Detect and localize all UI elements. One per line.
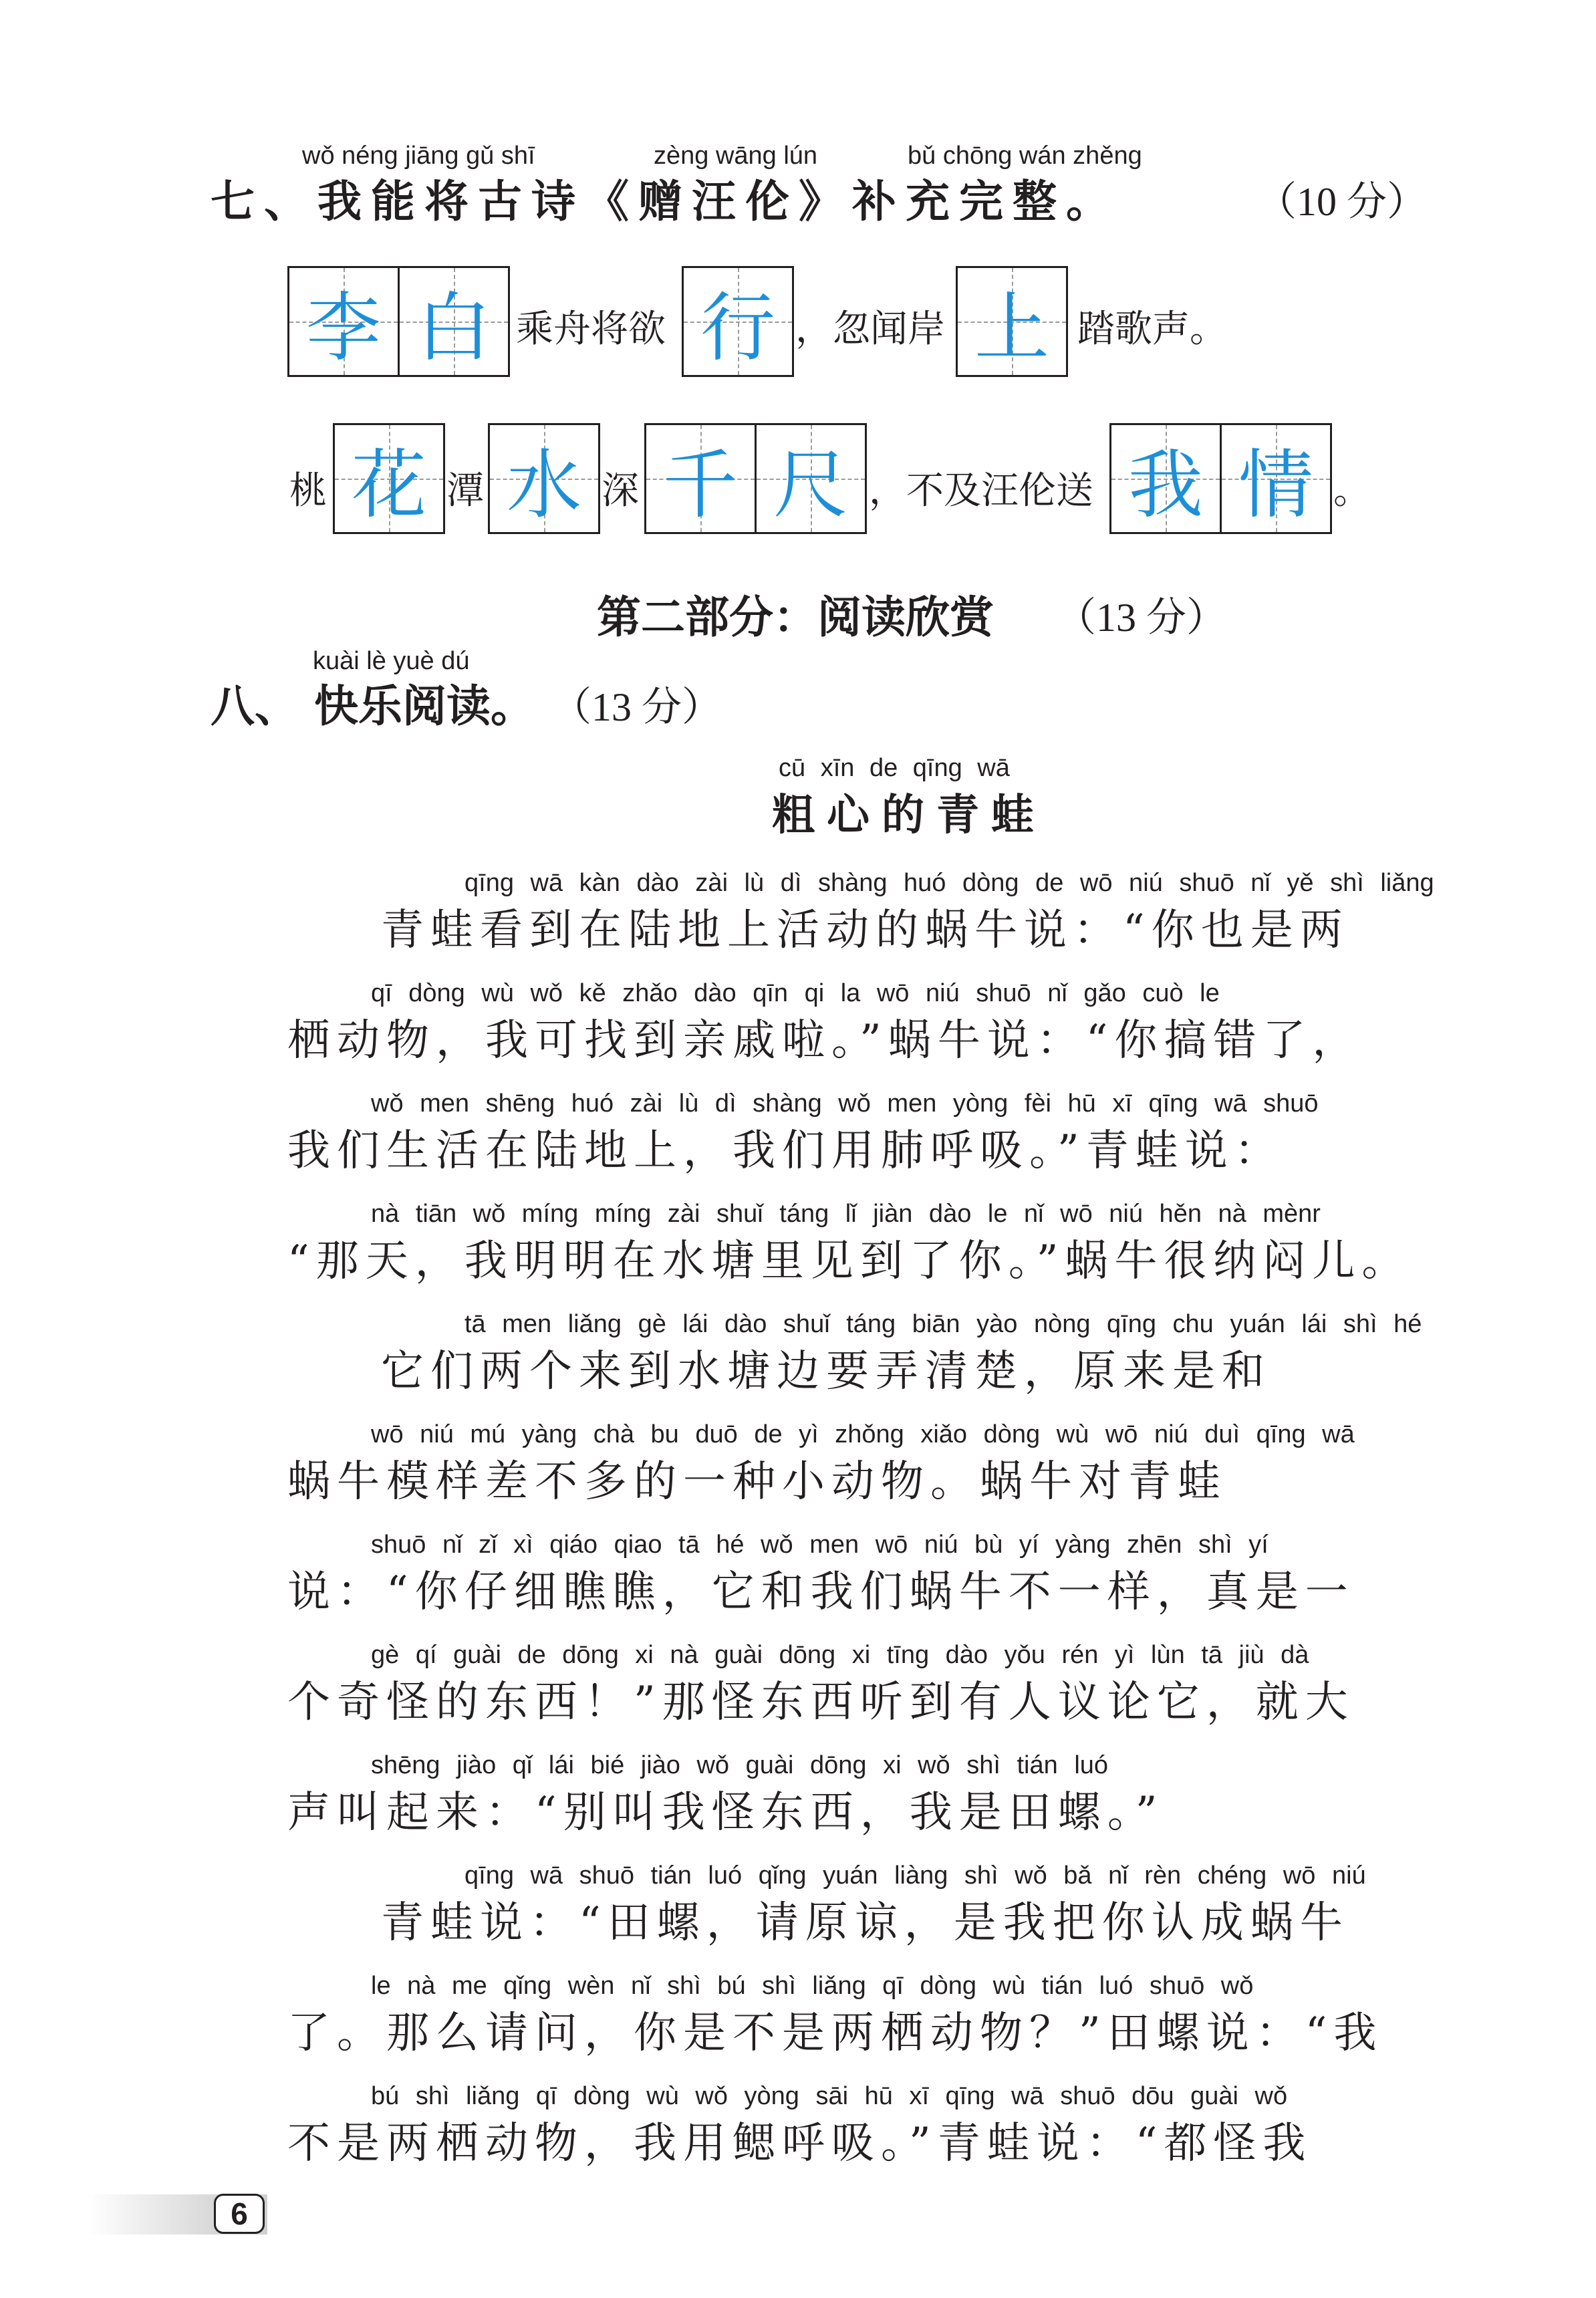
answer-char: 白 [416, 284, 491, 372]
answer-char: 上 [974, 284, 1049, 372]
answer-char: 尺 [773, 441, 848, 529]
poem-text: 潭 [446, 469, 484, 513]
answer-char: 李 [306, 284, 381, 372]
story-text-line: 蜗牛模样差不多的一种小动物。蜗牛对青蛙 [287, 1457, 1227, 1507]
answer-cell[interactable] [1109, 423, 1222, 534]
poem-text: 桃 [289, 469, 327, 513]
story-text-line: 说：“你仔细瞧瞧，它和我们蜗牛不一样，真是一 [287, 1567, 1355, 1617]
answer-char: 我 [1128, 441, 1203, 529]
answer-char: 千 [663, 441, 738, 529]
q7-score: （10 分） [1256, 180, 1427, 224]
answer-cell[interactable] [755, 423, 867, 534]
story-text-line: “那天，我明明在水塘里见到了你。”蜗牛很纳闷儿。 [287, 1237, 1412, 1286]
story-pinyin-line: bú shì liǎng qī dòng wù wǒ yòng sāi hū xī qīng wā shuō dōu guài wǒ [371, 2082, 1288, 2110]
poem-text: 。 [1333, 469, 1371, 513]
story-pinyin-line: nà tiān wǒ míng míng zài shuǐ táng lǐ jiàn dào le nǐ wō niú hěn nà mènr [371, 1200, 1321, 1228]
story-text-line: 了。那么请问，你是不是两栖动物？”田螺说：“我 [287, 2009, 1383, 2058]
answer-cell[interactable] [682, 266, 794, 377]
story-title-pinyin: cū xīn de qīng wā [779, 754, 1010, 782]
q8-score: （13 分） [551, 685, 722, 729]
poem-text: 深 [602, 469, 639, 513]
q8-pinyin: kuài lè yuè dú [313, 647, 470, 675]
story-text-line: 青蛙说：“田螺，请原谅，是我把你认成蜗牛 [381, 1898, 1349, 1948]
story-text-line: 它们两个来到水塘边要弄清楚，原来是和 [381, 1347, 1271, 1396]
story-title: 粗心的青蛙 [772, 791, 1046, 840]
answer-cell[interactable] [333, 423, 445, 534]
answer-cell[interactable] [644, 423, 757, 534]
story-pinyin-line: tā men liǎng gè lái dào shuǐ táng biān yào nòng qīng chu yuán lái shì hé [464, 1310, 1422, 1338]
q7-pinyin-1: wǒ néng jiāng gǔ shī [302, 142, 535, 170]
poem-text: 乘舟将欲 [516, 307, 666, 351]
answer-char: 行 [700, 284, 775, 372]
answer-char: 花 [352, 441, 426, 529]
poem-text: 踏歌声。 [1077, 307, 1227, 351]
story-pinyin-line: qīng wā shuō tián luó qǐng yuán liàng shì wǒ bǎ nǐ rèn chéng wō niú [464, 1862, 1366, 1890]
story-pinyin-line: gè qí guài de dōng xi nà guài dōng xi tīng dào yǒu rén yì lùn tā jiù dà [371, 1641, 1309, 1669]
answer-cell[interactable] [287, 266, 400, 377]
q8-title: 八、 快乐阅读。 [211, 680, 535, 732]
answer-cell[interactable] [956, 266, 1068, 377]
answer-char: 情 [1238, 441, 1313, 529]
q7-pinyin-3: bǔ chōng wán zhěng [908, 142, 1142, 170]
story-text-line: 不是两栖动物，我用鳃呼吸。”青蛙说：“都怪我 [287, 2119, 1313, 2168]
part2-title: 第二部分：阅读欣赏 [597, 592, 994, 643]
answer-cell[interactable] [1220, 423, 1332, 534]
part2-score: （13 分） [1056, 596, 1226, 640]
story-pinyin-line: qī dòng wù wǒ kě zhǎo dào qīn qi la wō niú shuō nǐ gǎo cuò le [371, 979, 1220, 1007]
story-pinyin-line: shēng jiào qǐ lái bié jiào wǒ guài dōng xi wǒ shì tián luó [371, 1751, 1109, 1779]
story-pinyin-line: wō niú mú yàng chà bu duō de yì zhǒng xiǎo dòng wù wō niú duì qīng wā [371, 1420, 1355, 1448]
story-pinyin-line: wǒ men shēng huó zài lù dì shàng wǒ men yòng fèi hū xī qīng wā shuō [371, 1090, 1319, 1118]
story-pinyin-line: shuō nǐ zǐ xì qiáo qiao tā hé wǒ men wō niú bù yí yàng zhēn shì yí [371, 1531, 1269, 1559]
poem-text: ，忽闻岸 [795, 307, 945, 351]
story-text-line: 栖动物，我可找到亲戚啦。”蜗牛说：“你搞错了， [287, 1016, 1362, 1065]
answer-char: 水 [507, 441, 581, 529]
story-text-line: 青蛙看到在陆地上活动的蜗牛说：“你也是两 [381, 906, 1349, 955]
story-text-line: 个奇怪的东西！”那怪东西听到有人议论它，就大 [287, 1678, 1355, 1727]
story-text-line: 声叫起来：“别叫我怪东西，我是田螺。” [287, 1788, 1164, 1837]
page-number: 6 [214, 2194, 265, 2234]
q7-pinyin-2: zèng wāng lún [654, 142, 818, 170]
poem-text: ，不及汪伦送 [869, 469, 1093, 513]
story-pinyin-line: qīng wā kàn dào zài lù dì shàng huó dòng de wō niú shuō nǐ yě shì liǎng [464, 869, 1434, 897]
answer-cell[interactable] [398, 266, 510, 377]
q7-title: 七、我能将古诗《赠汪伦》补充完整。 [211, 176, 1119, 227]
answer-cell[interactable] [488, 423, 600, 534]
story-pinyin-line: le nà me qǐng wèn nǐ shì bú shì liǎng qī dòng wù tián luó shuō wǒ [371, 1972, 1254, 2000]
story-text-line: 我们生活在陆地上，我们用肺呼吸。”青蛙说： [287, 1126, 1284, 1176]
